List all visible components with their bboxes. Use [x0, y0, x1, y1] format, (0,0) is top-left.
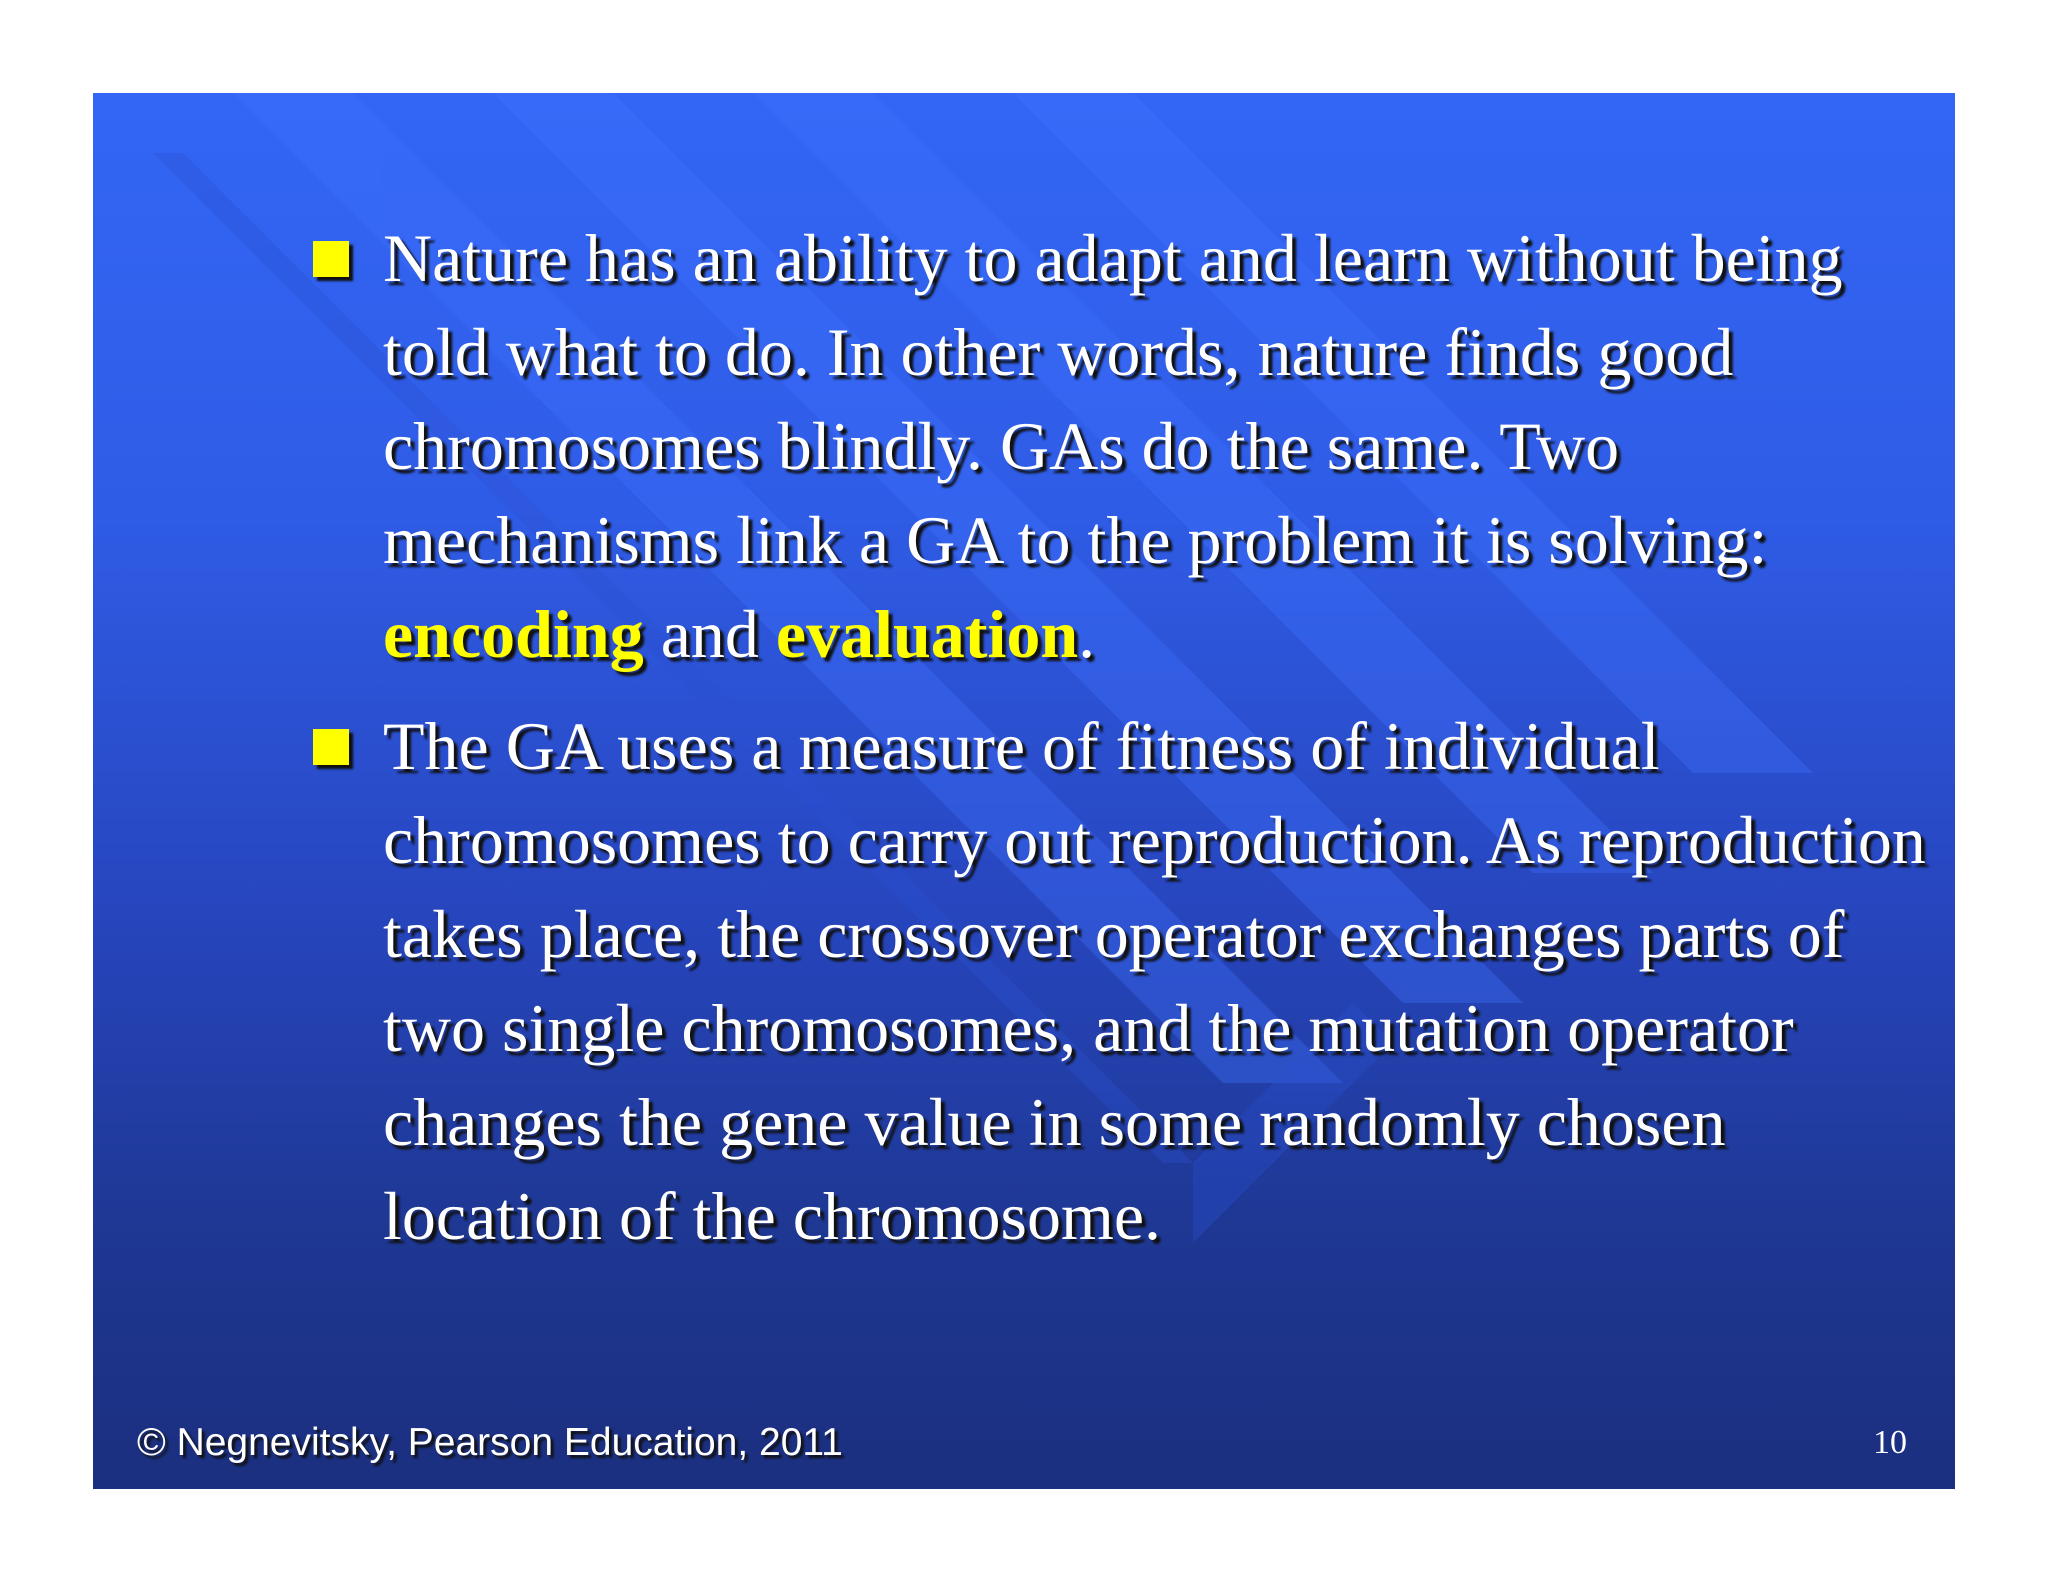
bullet-square-icon — [313, 241, 349, 277]
keyword-encoding: encoding — [383, 596, 644, 672]
bullet-list — [383, 211, 1943, 1281]
bullet-text-2: The GA uses a measure of fitness of individual chromosomes to carry out reproduction. As reproduction takes place, the crossover operator exchanges parts of two single chromosomes, and the mutation operator changes the gene value in some randomly chosen location of the chromosome. — [383, 708, 1926, 1254]
text-segment: Nature has an ability to adapt and learn without being told what to do. In other words, nature finds good chromosomes blindly. GAs do the same. Two mechanisms link a GA to the problem it is solving: — [383, 220, 1843, 578]
footer-copyright: © Negnevitsky, Pearson Education, 2011 — [137, 1421, 843, 1464]
keyword-evaluation: evaluation — [775, 596, 1079, 672]
text-segment: . — [1078, 596, 1096, 672]
slide — [93, 93, 1955, 1489]
bullet-square-icon — [313, 729, 349, 765]
bullet-item-1 — [383, 211, 1943, 681]
bullet-item-2 — [383, 699, 1943, 1263]
bullet-text-1 — [383, 220, 1843, 672]
text-segment: and — [643, 596, 776, 672]
page-number: 10 — [1873, 1424, 1907, 1461]
